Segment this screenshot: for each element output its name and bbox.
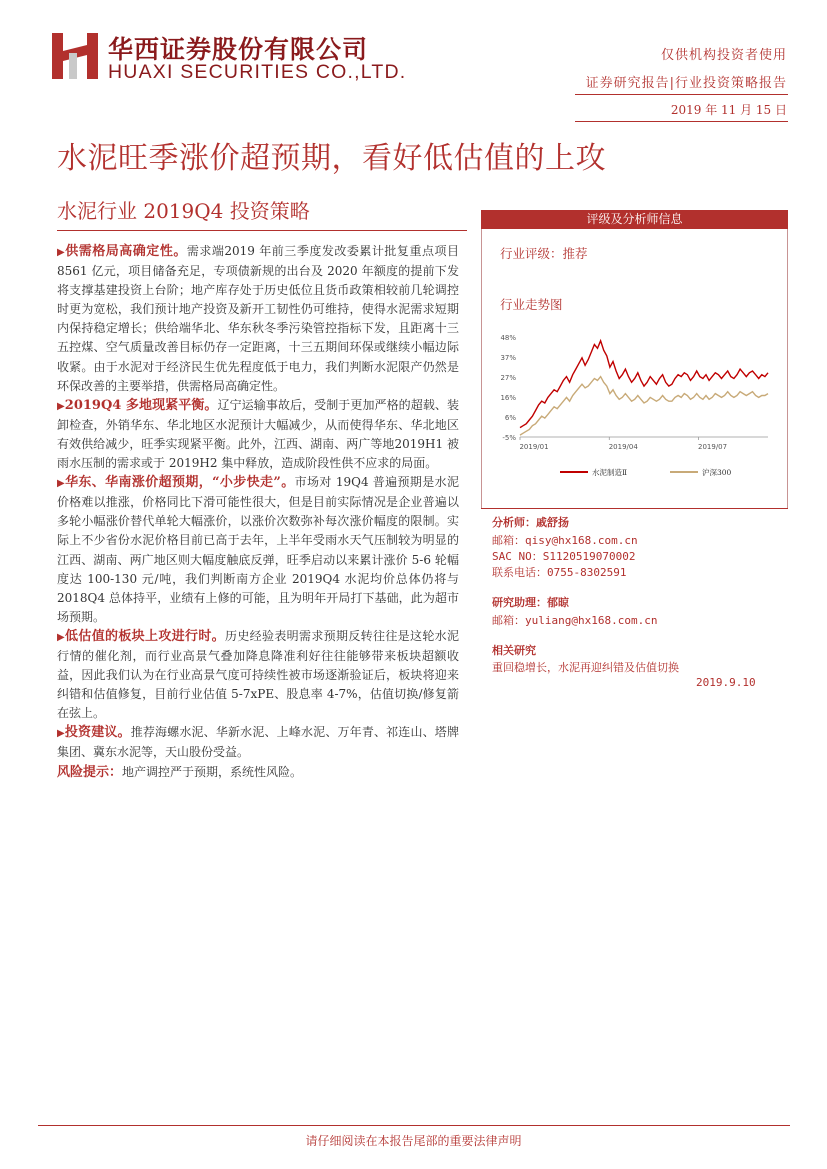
bullet-triangle-icon: ▶ (57, 247, 66, 258)
sidebar-divider (481, 508, 788, 509)
summary-paragraph (57, 473, 459, 627)
summary-paragraph (57, 242, 459, 396)
assistant-email[interactable]: 邮箱：yuliang@hx168.com.cn (492, 614, 658, 627)
assistant-name: 研究助理：郁晾 (492, 596, 569, 609)
related-research-label: 相关研究 (492, 644, 536, 657)
x-tick-label: 2019/07 (698, 443, 728, 451)
legal-notice: 请仔细阅读在本报告尾部的重要法律声明 (305, 1134, 522, 1148)
sidebar-header: 评级及分析师信息 (481, 210, 788, 229)
paragraph-text: 市场对 19Q4 普遍预期是水泥价格难以推涨，价格同比下滑可能性很大，但是目前实际情况是企业普遍以多轮小幅涨价替代单轮大幅涨价，以涨价次数弥补每次涨价幅度的限制。实际上不少省份水泥价格目前已高于去年，上半年受雨水天气压制较为明显的江西、湖南、两广地区则大幅度触底反弹，旺季启动以来累计涨价 5-6 轮幅度达 100-130 元/吨，我们判断南方企业 2019Q4 水泥均价总体仍将与 2018Q4 总体持平，业绩有上修的可能，且为明年开局打下基础，此为超市场预期。 (57, 475, 459, 624)
summary-paragraph (57, 396, 459, 473)
related-research-title[interactable]: 重回稳增长，水泥再迎纠错及估值切换 (492, 661, 679, 674)
report-subtitle: 水泥行业 2019Q4 投资策略 (57, 199, 310, 223)
y-tick-label: 6% (504, 414, 516, 422)
industry-rating: 行业评级：推荐 (500, 246, 588, 261)
header-divider-2 (575, 121, 788, 122)
trend-chart-label: 行业走势图 (500, 297, 563, 312)
legend-label: 水泥制造Ⅱ (592, 468, 628, 477)
paragraph-text: 需求端2019 年前三季度发改委累计批复重点项目 8561 亿元，项目储备充足，专项债新规的出台及 2020 年额度的提前下发将支撑基建投资上台阶；地产库存处于历史低位且货币政策相较前几轮调控时更为宽松，我们预计地产投资及新开工韧性仍可维持，使得水泥需求短期内保持稳定增长；供给端华北、华东秋冬季污染管控指标下发，且距离十三五控煤、空气质量改善目标仍存一定距离，十三五期间环保或继续小幅边际收紧。由于水泥对于经济民生优先程度低于电力，我们判断水泥限产仍然是环保改善的主要举措，供需格局高确定性。 (57, 244, 459, 393)
y-tick-label: -5% (502, 434, 516, 442)
bullet-triangle-icon: ▶ (57, 400, 65, 412)
report-date: 2019 年 11 月 15 日 (670, 103, 787, 117)
series-line (520, 341, 768, 428)
subtitle-divider (57, 230, 467, 231)
analyst-name: 分析师：戚舒扬 (492, 516, 569, 529)
footer-divider (38, 1125, 790, 1126)
paragraph-text: 推荐海螺水泥、华新水泥、上峰水泥、万年青、祁连山、塔牌集团、冀东水泥等，天山股份受益。 (57, 725, 459, 760)
huaxi-logo-icon (52, 33, 98, 79)
related-research-date: 2019.9.10 (696, 676, 756, 689)
analyst-sac-no: SAC NO：S1120519070002 (492, 550, 636, 563)
y-tick-label: 16% (500, 394, 516, 402)
company-name-cn: 华西证券股份有限公司 (108, 35, 369, 64)
paragraph-lead: 投资建议。 (64, 725, 131, 741)
x-tick-label: 2019/01 (519, 443, 549, 451)
risk-lead: 风险提示： (57, 764, 123, 780)
paragraph-text: 历史经验表明需求预期反转往往是这轮水泥行情的催化剂，而行业高景气叠加降息降准利好往往能够带来板块超额收益，因此我们认为在行业高景气度可持续性被市场逐渐验证后，板块将迎来纠错和估值修复，目前行业估值 5-7xPE、股息率 4-7%，估值切换/修复箭在弦上。 (57, 628, 459, 721)
y-tick-label: 37% (500, 354, 516, 362)
paragraph-lead: 低估值的板块上攻进行时。 (65, 628, 226, 644)
y-tick-label: 27% (500, 374, 516, 382)
bullet-triangle-icon: ▶ (57, 631, 66, 643)
paragraph-text: 辽宁运输事故后，受制于更加严格的超载、装卸检查，外销华东、华北地区水泥预计大幅减少，从而使得华东、华北地区有效供给减少，旺季实现紧平衡。此外，江西、湖南、两广等地2019H1 被雨水压制的需求或于 2019H2 集中释放，造成阶段性供不应求的局面。 (57, 397, 459, 471)
usage-notice: 仅供机构投资者使用 (660, 48, 787, 63)
y-tick-label: 48% (500, 334, 516, 342)
bullet-triangle-icon: ▶ (57, 478, 66, 490)
industry-trend-chart (488, 325, 783, 505)
analyst-phone: 联系电话：0755-8302591 (492, 566, 627, 579)
report-summary (57, 242, 459, 782)
paragraph-lead: 华东、华南涨价超预期，“小步快走”。 (65, 475, 295, 491)
paragraph-lead: 供需格局高确定性。 (65, 244, 187, 259)
x-tick-label: 2019/04 (608, 443, 638, 451)
legend-label: 沪深300 (702, 468, 732, 477)
report-title: 水泥旺季涨价超预期，看好低估值的上攻 (57, 141, 606, 176)
summary-paragraph (57, 723, 459, 762)
paragraph-lead: 2019Q4 多地现紧平衡。 (64, 397, 218, 413)
risk-text: 地产调控严于预期，系统性风险。 (122, 764, 303, 779)
company-name-en: HUAXI SECURITIES CO.,LTD. (108, 61, 407, 83)
bullet-triangle-icon: ▶ (57, 728, 65, 740)
risk-paragraph (57, 763, 459, 782)
header-divider (575, 94, 788, 95)
summary-paragraph (57, 627, 459, 723)
analyst-email[interactable]: 邮箱：qisy@hx168.com.cn (492, 534, 638, 547)
report-type: 证券研究报告|行业投资策略报告 (585, 76, 787, 91)
